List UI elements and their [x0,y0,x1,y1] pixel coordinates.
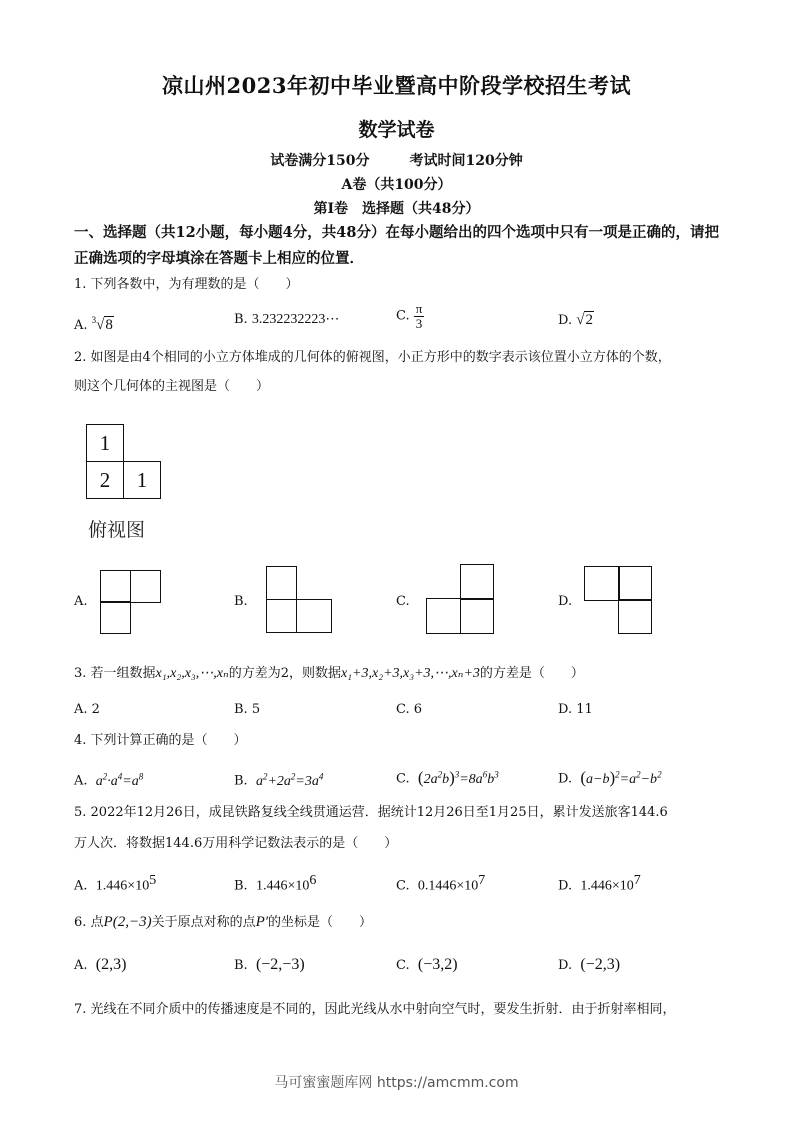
q2-option-c-figure [426,564,496,636]
q3-option-d: D. 11 [558,702,593,717]
exam-meta [0,150,793,170]
section-heading: 一、选择题（共12小题，每小题4分，共48分）在每小题给出的四个选项中只有一项是正确的，请把正确选项的字母填涂在答题卡上相应的位置． [74,224,719,267]
q4-stem: 4. 下列计算正确的是（ ） [74,733,247,748]
q2-stem-line2: 则这个几何体的主视图是（ ） [74,379,270,394]
top-view-cell: 2 [86,461,124,499]
q6-option-c: C. (−3,2) [396,956,458,973]
top-view-cell: 1 [123,461,161,499]
q4-option-d: D. $(a-b)^2=a^2-b^2$ [558,767,662,787]
time-limit: 考试时间120分钟 [409,153,523,169]
q1-stem: 1. 下列各数中，为有理数的是（ ） [74,277,299,292]
q5-option-d: D. $1.446\times 10^7$ [558,873,641,894]
q1-option-b: B. 3.232232223⋯ [234,312,340,327]
q3-option-a: A. 2 [74,702,100,717]
part-1-label: 第Ⅰ卷 选择题（共48分） [313,201,480,217]
footer-watermark: 马可蜜蜜题库网 https://amcmm.com [274,1075,519,1091]
q5-option-a: A. $1.446\times 10^5$ [74,873,157,894]
q2-option-a-label: A. [74,594,88,609]
q4-option-a: A. $a^2\cdot a^4=a^8$ [74,771,144,789]
q6-option-a: A. (2,3) [74,956,127,973]
q1-option-a: A. $^3$√8 [74,315,113,333]
q2-stem-line1: 2. 如图是由4个相同的小立方体堆成的几何体的俯视图，小正方形中的数字表示该位置小立方体的个数， [74,350,671,365]
q3-option-b: B. 5 [234,702,261,717]
q3-stem: 3. 若一组数据x₁,x₂,x₃,⋯,xₙ的方差为2，则数据x₁+3,x₂+3,x₃+3,⋯,xₙ+3的方差是（ ） [74,666,584,681]
q6-option-b: B. (−2,−3) [234,956,305,973]
q4-option-c: C. $(2a^2b)^3=8a^6b^3$ [396,767,499,787]
exam-title: 凉山州2023年初中毕业暨高中阶段学校招生考试 [162,73,631,98]
exam-subtitle: 数学试卷 [358,119,435,141]
q7-stem: 7. 光线在不同介质中的传播速度是不同的，因此光线从水中射向空气时，要发生折射．由于折射率相同， [74,1002,676,1017]
q2-option-b-label: B. [234,594,248,609]
q5-stem-line2: 万人次．将数据144.6万用科学记数法表示的是（ ） [74,836,398,851]
q2-option-b-figure [266,566,334,636]
q6-option-d: D. (−2,3) [558,956,621,973]
q3-option-c: C. 6 [396,702,423,717]
top-view-figure [86,424,166,504]
top-view-cell: 1 [86,424,124,462]
q4-option-b: B. $a^2+2a^2=3a^4$ [234,771,324,789]
q1-option-c: C. $\frac{\pi}{3}$ [396,301,423,331]
paper-a-label: A卷（共100分） [341,177,452,193]
q2-option-a-figure [100,570,166,636]
q2-option-d-label: D. [558,594,573,609]
q1-option-d: D. √2 [558,312,593,328]
q5-option-c: C. $0.1446\times 10^7$ [396,873,486,894]
top-view-caption: 俯视图 [88,519,146,541]
q5-stem-line1: 5. 2022年12月26日，成昆铁路复线全线贯通运营．据统计12月26日至1月25日，累计发送旅客144.6 [74,805,668,820]
q2-option-d-figure [584,566,656,636]
full-score: 试卷满分150分 [270,153,370,169]
q2-option-c-label: C. [396,594,410,609]
q6-stem: 6. 点P(2,−3)关于原点对称的点P′的坐标是（ ） [74,914,373,930]
q5-option-b: B. $1.446\times 10^6$ [234,873,317,894]
